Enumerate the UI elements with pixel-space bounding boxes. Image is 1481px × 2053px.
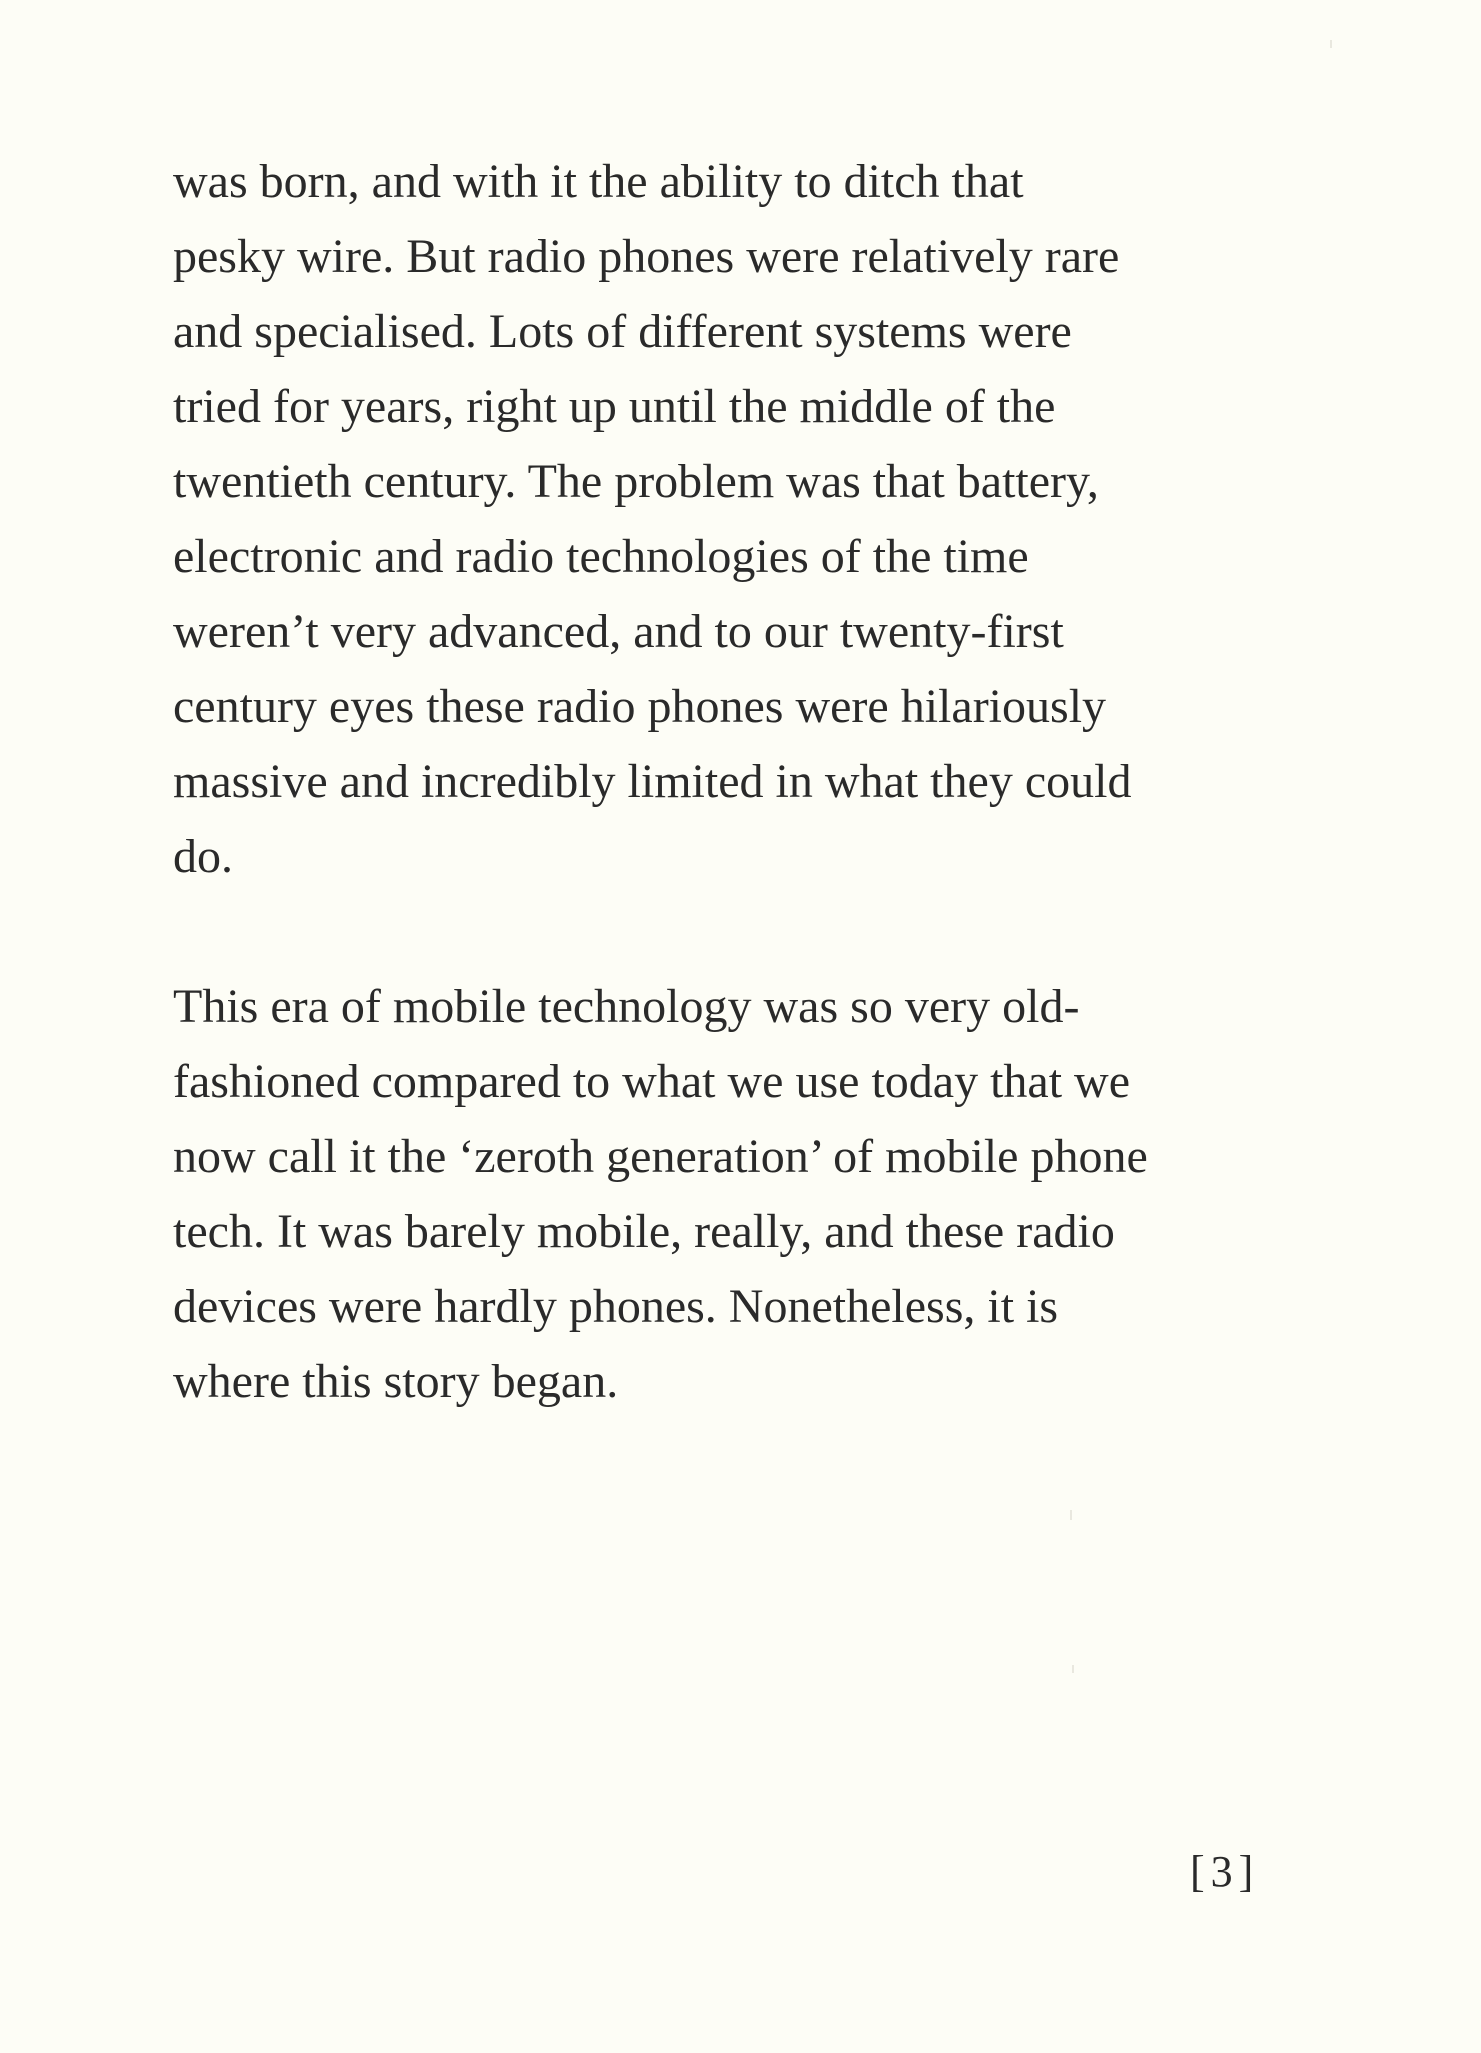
text-line: was born, and with it the ability to ditch that	[173, 155, 1024, 208]
paragraph-2	[173, 969, 1313, 1419]
text-line: where this story began.	[173, 1355, 619, 1408]
text-line: pesky wire. But radio phones were relatively rare	[173, 230, 1120, 283]
text-line: and specialised. Lots of different systems were	[173, 305, 1072, 358]
text-line: do.	[173, 830, 233, 883]
text-line: fashioned compared to what we use today that we	[173, 1055, 1131, 1108]
text-line: This era of mobile technology was so very old-	[173, 980, 1080, 1033]
paragraph-1	[173, 144, 1313, 894]
text-line: tech. It was barely mobile, really, and these radio	[173, 1205, 1115, 1258]
text-line: century eyes these radio phones were hilariously	[173, 680, 1107, 733]
paper-speck	[1330, 40, 1332, 48]
text-line: twentieth century. The problem was that battery,	[173, 455, 1099, 508]
paper-speck	[1072, 1665, 1074, 1673]
text-line: devices were hardly phones. Nonetheless, it is	[173, 1280, 1059, 1333]
text-line: now call it the ‘zeroth generation’ of mobile phone	[173, 1130, 1148, 1183]
text-line: electronic and radio technologies of the time	[173, 530, 1029, 583]
page-number: [3]	[1190, 1847, 1260, 1896]
paper-speck	[1070, 1510, 1072, 1520]
text-line: tried for years, right up until the middle of the	[173, 380, 1056, 433]
text-line: weren’t very advanced, and to our twenty-first	[173, 605, 1064, 658]
text-line: massive and incredibly limited in what they could	[173, 755, 1132, 808]
